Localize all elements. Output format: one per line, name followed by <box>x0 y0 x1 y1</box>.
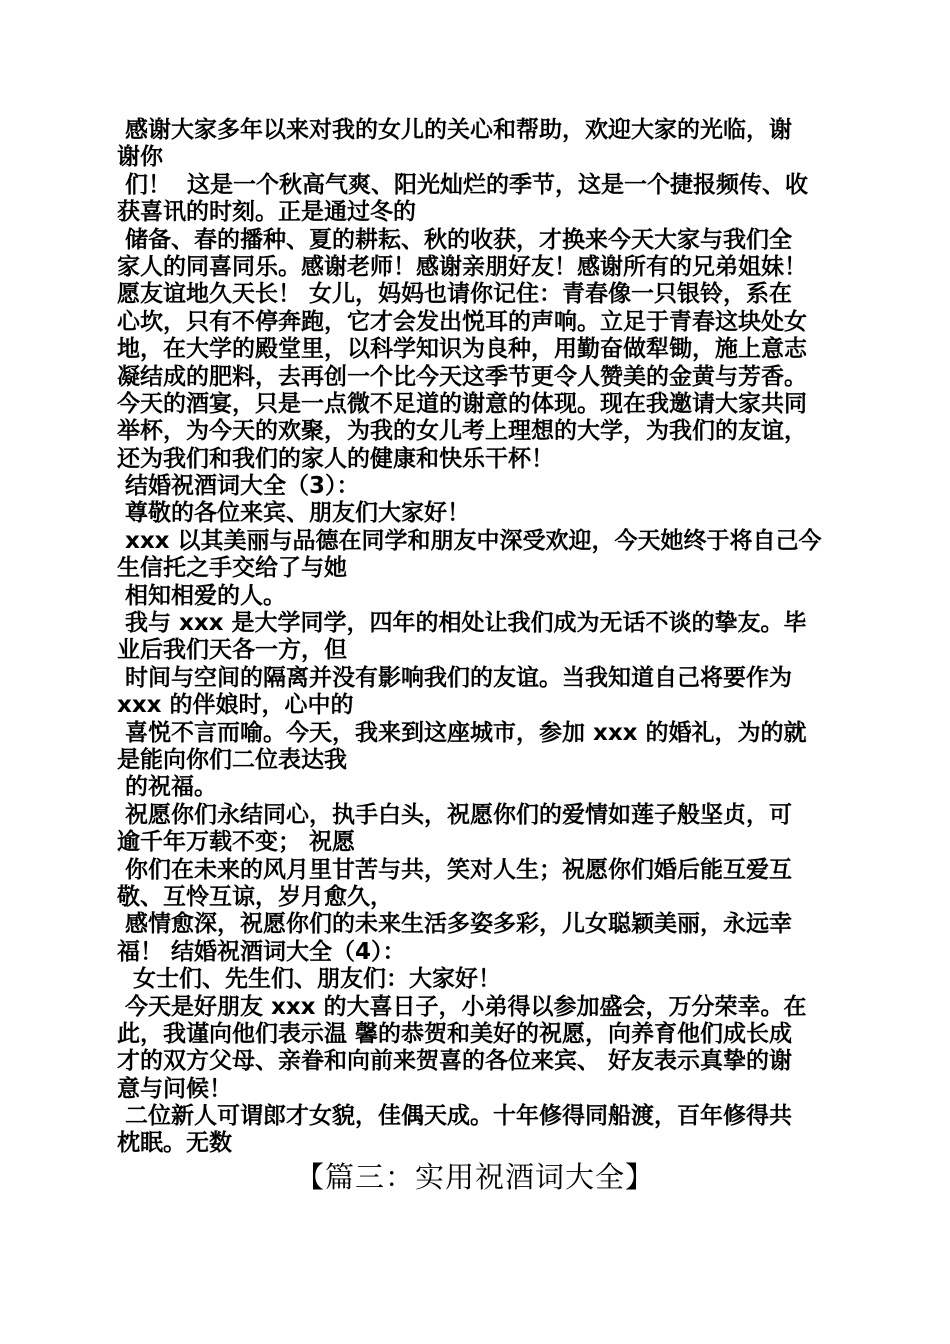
text-line: xxx 以其美丽与品德在同学和朋友中深受欢迎，今天她终于将自己今 <box>117 527 822 554</box>
text-line: 储备、春的播种、夏的耕耘、秋的收获，才换来今天大家与我们全 <box>117 226 793 253</box>
text-line: 的祝福。 <box>117 774 218 801</box>
text-line: 们！ 这是一个秋高气爽、阳光灿烂的季节，这是一个捷报频传、收 <box>117 171 809 198</box>
text-line: 敬、互怜互谅，岁月愈久， <box>117 883 393 910</box>
text-line: 时间与空间的隔离并没有影响我们的友谊。当我知道自己将要作为 <box>117 664 793 691</box>
text-line: 生信托之手交给了与她 <box>117 555 347 582</box>
text-line: 二位新人可谓郎才女貌，佳偶天成。十年修得同船渡，百年修得共 <box>117 1103 793 1130</box>
text-line: 枕眠。无数 <box>117 1130 232 1157</box>
text-line: 结婚祝酒词大全（3）： <box>117 473 360 500</box>
text-line: 喜悦不言而喻。今天，我来到这座城市，参加 xxx 的婚礼，为的就 <box>117 719 807 746</box>
text-line: 意与问候！ <box>117 1075 232 1102</box>
section-heading: 【篇三：实用祝酒词大全】 <box>294 1160 655 1194</box>
text-line: xxx 的伴娘时，心中的 <box>117 692 354 719</box>
text-line: 你们在未来的风月里甘苦与共，笑对人生；祝愿你们婚后能互爱互 <box>117 856 793 883</box>
text-line: 家人的同喜同乐。感谢老师！感谢亲朋好友！感谢所有的兄弟姐妹！ <box>117 253 807 280</box>
text-line: 是能向你们二位表达我 <box>117 746 347 773</box>
text-line: 祝愿你们永结同心，执手白头，祝愿你们的爱情如莲子般坚贞，可 <box>117 801 793 828</box>
text-line: 举杯，为今天的欢聚，为我的女儿考上理想的大学，为我们的友谊， <box>117 418 807 445</box>
text-line: 女士们、先生们、朋友们：大家好！ <box>117 966 502 993</box>
text-line: 逾千年万载不变； 祝愿 <box>117 829 356 856</box>
text-line: 地，在大学的殿堂里，以科学知识为良种，用勤奋做犁锄，施上意志 <box>117 336 807 363</box>
body-text <box>117 117 839 1158</box>
text-line: 谢你 <box>117 144 163 171</box>
text-line: 获喜讯的时刻。正是通过冬的 <box>117 199 416 226</box>
text-line: 才的双方父母、亲眷和向前来贺喜的各位来宾、 好友表示真挚的谢 <box>117 1048 793 1075</box>
text-line: 尊敬的各位来宾、朋友们大家好！ <box>117 500 471 527</box>
text-line: 愿友谊地久天长！ 女儿，妈妈也请你记住：青春像一只银铃，系在 <box>117 281 793 308</box>
text-line: 还为我们和我们的家人的健康和快乐干杯！ <box>117 445 554 472</box>
text-line: 感情愈深，祝愿你们的未来生活多姿多彩，儿女聪颖美丽，永远幸 <box>117 911 793 938</box>
text-line: 福！ 结婚祝酒词大全（4）： <box>117 938 406 965</box>
text-line: 我与 xxx 是大学同学，四年的相处让我们成为无话不谈的挚友。毕 <box>117 610 807 637</box>
text-line: 业后我们天各一方，但 <box>117 637 347 664</box>
text-line: 今天的酒宴，只是一点微不足道的谢意的体现。现在我邀请大家共同 <box>117 390 807 417</box>
text-line: 心坎，只有不停奔跑，它才会发出悦耳的声响。立足于青春这块处女 <box>117 308 807 335</box>
text-line: 此，我谨向他们表示温 馨的恭贺和美好的祝愿，向养育他们成长成 <box>117 1020 793 1047</box>
text-line: 今天是好朋友 xxx 的大喜日子，小弟得以参加盛会，万分荣幸。在 <box>117 993 807 1020</box>
text-line: 相知相爱的人。 <box>117 582 287 609</box>
text-line: 感谢大家多年以来对我的女儿的关心和帮助，欢迎大家的光临，谢 <box>117 117 793 143</box>
text-line: 凝结成的肥料，去再创一个比今天这季节更令人赞美的金黄与芳香。 <box>117 363 807 390</box>
